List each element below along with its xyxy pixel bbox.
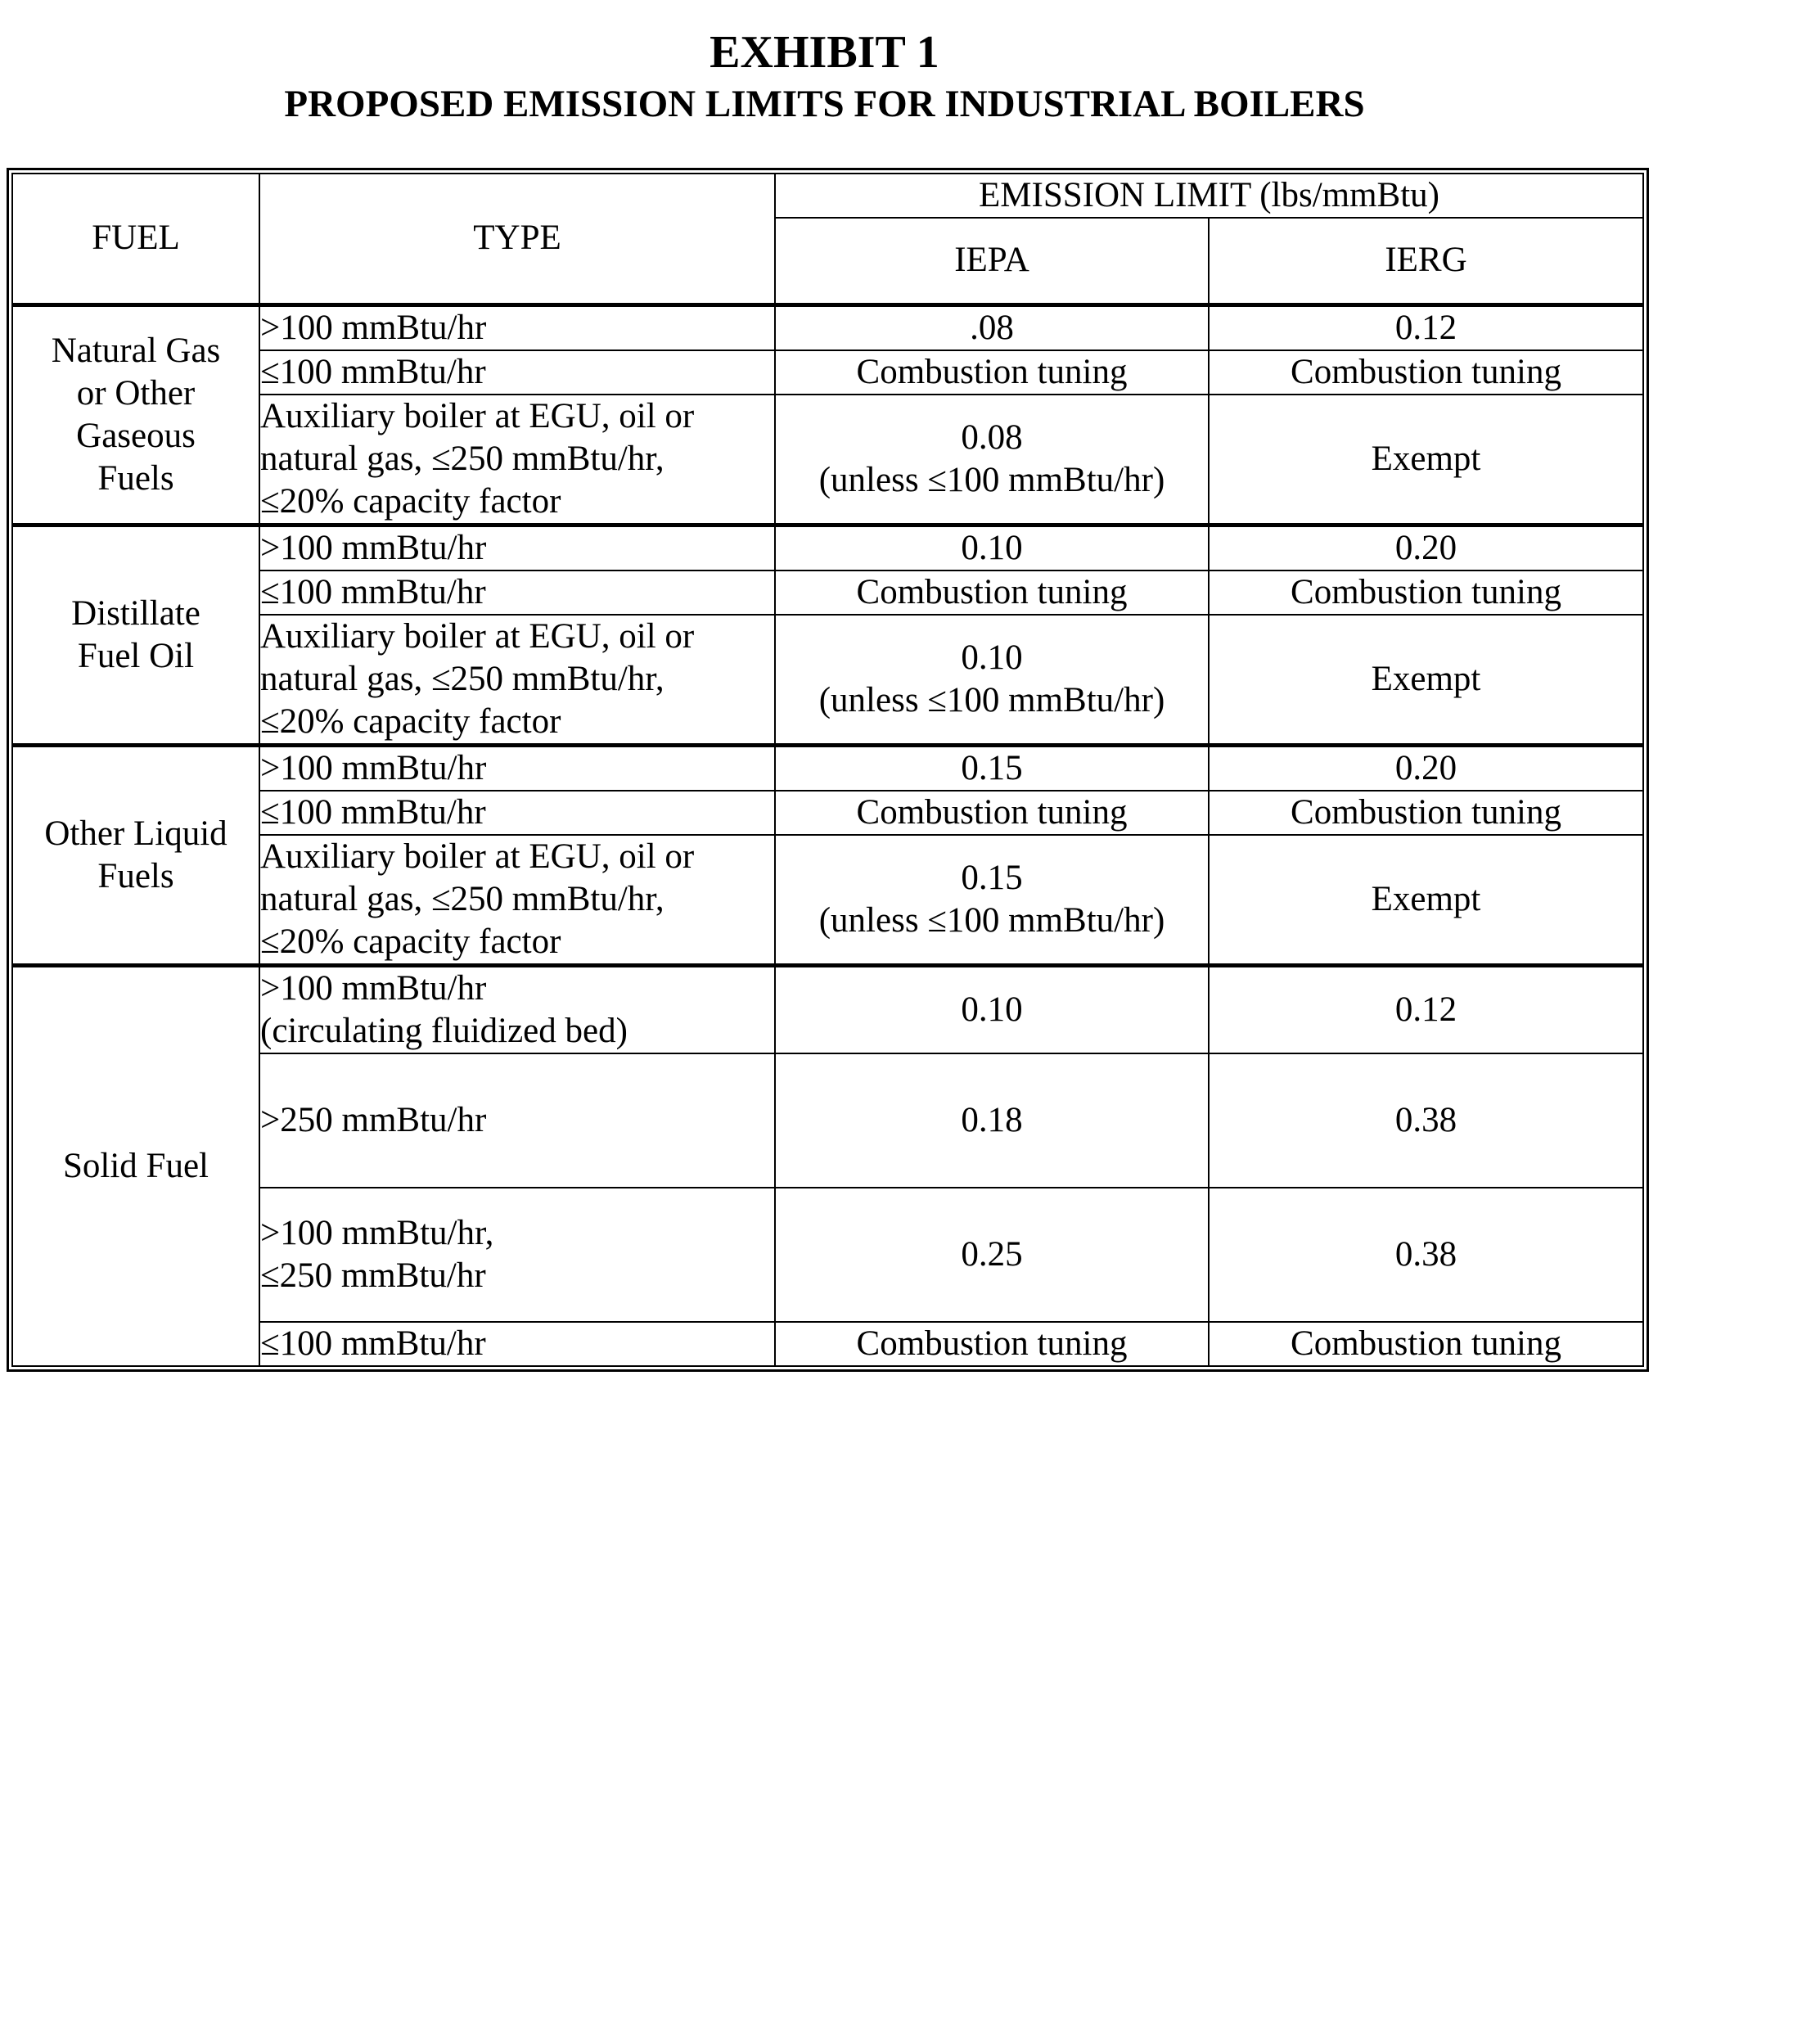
fuel-cell xyxy=(12,745,259,965)
iepa-cell xyxy=(775,350,1209,395)
table-row xyxy=(12,965,1643,1053)
ierg-cell xyxy=(1209,350,1643,395)
header-ierg: IERG xyxy=(1209,218,1643,304)
ierg-value: 0.12 xyxy=(1394,308,1457,347)
type-text: Auxiliary boiler at EGU, oil or xyxy=(260,837,695,876)
table-row xyxy=(12,525,1643,571)
table-body xyxy=(12,304,1643,1366)
type-text: ≤20% capacity factor xyxy=(260,481,561,521)
iepa-value: 0.25 xyxy=(961,1235,1023,1274)
type-text: >250 mmBtu/hr xyxy=(260,1101,487,1139)
type-text: ≤20% capacity factor xyxy=(260,922,561,961)
fuel-cell xyxy=(12,525,259,745)
header-type: TYPE xyxy=(259,174,775,304)
fuel-cell xyxy=(12,304,259,525)
type-text: Auxiliary boiler at EGU, oil or xyxy=(260,616,695,656)
type-cell xyxy=(259,1053,775,1188)
table-row xyxy=(12,745,1643,791)
type-text: natural gas, ≤250 mmBtu/hr, xyxy=(260,879,664,918)
iepa-cell xyxy=(775,525,1209,571)
type-cell xyxy=(259,525,775,571)
type-cell xyxy=(259,395,775,525)
iepa-value: Combustion tuning xyxy=(856,792,1128,832)
iepa-value: Combustion tuning xyxy=(856,1324,1128,1363)
ierg-cell xyxy=(1209,395,1643,525)
iepa-cell xyxy=(775,791,1209,835)
iepa-cell xyxy=(775,571,1209,615)
ierg-cell xyxy=(1209,965,1643,1053)
type-cell xyxy=(259,791,775,835)
type-cell xyxy=(259,615,775,746)
table-header xyxy=(12,174,1643,304)
ierg-cell xyxy=(1209,791,1643,835)
ierg-value: 0.20 xyxy=(1394,528,1457,567)
ierg-value: Combustion tuning xyxy=(1291,352,1561,391)
ierg-cell xyxy=(1209,615,1643,746)
iepa-value: 0.18 xyxy=(961,1101,1023,1139)
ierg-cell xyxy=(1209,1322,1643,1366)
iepa-value: 0.10 xyxy=(961,990,1023,1029)
type-text: >100 mmBtu/hr xyxy=(260,748,487,787)
type-text: >100 mmBtu/hr xyxy=(260,308,487,347)
type-text: ≤100 mmBtu/hr xyxy=(260,792,486,832)
ierg-cell xyxy=(1209,304,1643,350)
type-cell xyxy=(259,304,775,350)
type-text: Auxiliary boiler at EGU, oil or xyxy=(260,396,695,435)
ierg-value: Exempt xyxy=(1371,879,1481,918)
iepa-value: .08 xyxy=(970,308,1014,347)
iepa-value: Combustion tuning xyxy=(856,572,1128,611)
ierg-value: Exempt xyxy=(1371,659,1481,698)
fuel-label-line: or Other xyxy=(76,373,196,413)
ierg-value: Combustion tuning xyxy=(1291,1324,1561,1363)
type-text: >100 mmBtu/hr, xyxy=(260,1214,494,1252)
type-text: ≤100 mmBtu/hr xyxy=(260,572,486,611)
type-cell xyxy=(259,835,775,966)
type-text: (circulating fluidized bed) xyxy=(260,1011,628,1050)
exhibit-subtitle: PROPOSED EMISSION LIMITS FOR INDUSTRIAL BOILERS xyxy=(284,83,1365,125)
fuel-cell xyxy=(12,965,259,1366)
fuel-label-line: Fuels xyxy=(97,856,174,895)
type-cell xyxy=(259,745,775,791)
fuel-label-line: Fuel Oil xyxy=(77,636,195,675)
type-text: ≤100 mmBtu/hr xyxy=(260,352,486,391)
iepa-cell xyxy=(775,1322,1209,1366)
iepa-value: 0.15 xyxy=(961,748,1023,787)
fuel-label-line: Natural Gas xyxy=(51,331,221,370)
type-text: ≤20% capacity factor xyxy=(260,701,561,741)
iepa-value: 0.10 xyxy=(961,638,1023,677)
ierg-value: Combustion tuning xyxy=(1291,792,1561,832)
iepa-cell xyxy=(775,745,1209,791)
ierg-value: Exempt xyxy=(1371,439,1481,478)
iepa-value: Combustion tuning xyxy=(856,352,1128,391)
iepa-value: 0.15 xyxy=(961,858,1023,897)
type-text: ≤100 mmBtu/hr xyxy=(260,1324,486,1363)
header-row-top xyxy=(12,174,1643,218)
iepa-cell xyxy=(775,304,1209,350)
type-text: natural gas, ≤250 mmBtu/hr, xyxy=(260,439,664,478)
exhibit-title: EXHIBIT 1 xyxy=(710,27,939,78)
emission-limits-table xyxy=(11,173,1644,1367)
ierg-cell xyxy=(1209,1053,1643,1188)
fuel-label-line: Gaseous xyxy=(76,416,196,455)
type-cell xyxy=(259,1188,775,1322)
fuel-label-line: Other Liquid xyxy=(44,814,228,853)
header-iepa: IEPA xyxy=(775,218,1209,304)
ierg-cell xyxy=(1209,571,1643,615)
type-cell xyxy=(259,571,775,615)
iepa-value: 0.10 xyxy=(961,528,1023,567)
ierg-cell xyxy=(1209,525,1643,571)
type-text: ≤250 mmBtu/hr xyxy=(260,1256,486,1295)
ierg-value: 0.20 xyxy=(1394,748,1457,787)
type-text: >100 mmBtu/hr xyxy=(260,528,487,567)
fuel-label-line: Solid Fuel xyxy=(62,1146,209,1185)
iepa-value: (unless ≤100 mmBtu/hr) xyxy=(818,680,1165,719)
iepa-value: (unless ≤100 mmBtu/hr) xyxy=(818,460,1165,499)
table-row xyxy=(12,304,1643,350)
iepa-value: 0.08 xyxy=(961,417,1023,457)
ierg-cell xyxy=(1209,835,1643,966)
fuel-label-line: Fuels xyxy=(97,458,174,498)
iepa-cell xyxy=(775,1188,1209,1322)
iepa-value: (unless ≤100 mmBtu/hr) xyxy=(818,900,1165,940)
header-emission-limit: EMISSION LIMIT (lbs/mmBtu) xyxy=(775,174,1643,218)
header-fuel: FUEL xyxy=(12,174,259,304)
iepa-cell xyxy=(775,615,1209,746)
ierg-cell xyxy=(1209,1188,1643,1322)
type-cell xyxy=(259,350,775,395)
type-cell xyxy=(259,965,775,1053)
ierg-cell xyxy=(1209,745,1643,791)
fuel-label-line: Distillate xyxy=(71,593,200,633)
ierg-value: 0.38 xyxy=(1394,1235,1457,1274)
iepa-cell xyxy=(775,965,1209,1053)
ierg-value: 0.38 xyxy=(1394,1101,1457,1139)
ierg-value: Combustion tuning xyxy=(1291,572,1561,611)
type-cell xyxy=(259,1322,775,1366)
iepa-cell xyxy=(775,835,1209,966)
iepa-cell xyxy=(775,1053,1209,1188)
iepa-cell xyxy=(775,395,1209,525)
ierg-value: 0.12 xyxy=(1394,990,1457,1029)
type-text: natural gas, ≤250 mmBtu/hr, xyxy=(260,659,664,698)
type-text: >100 mmBtu/hr xyxy=(260,968,487,1008)
